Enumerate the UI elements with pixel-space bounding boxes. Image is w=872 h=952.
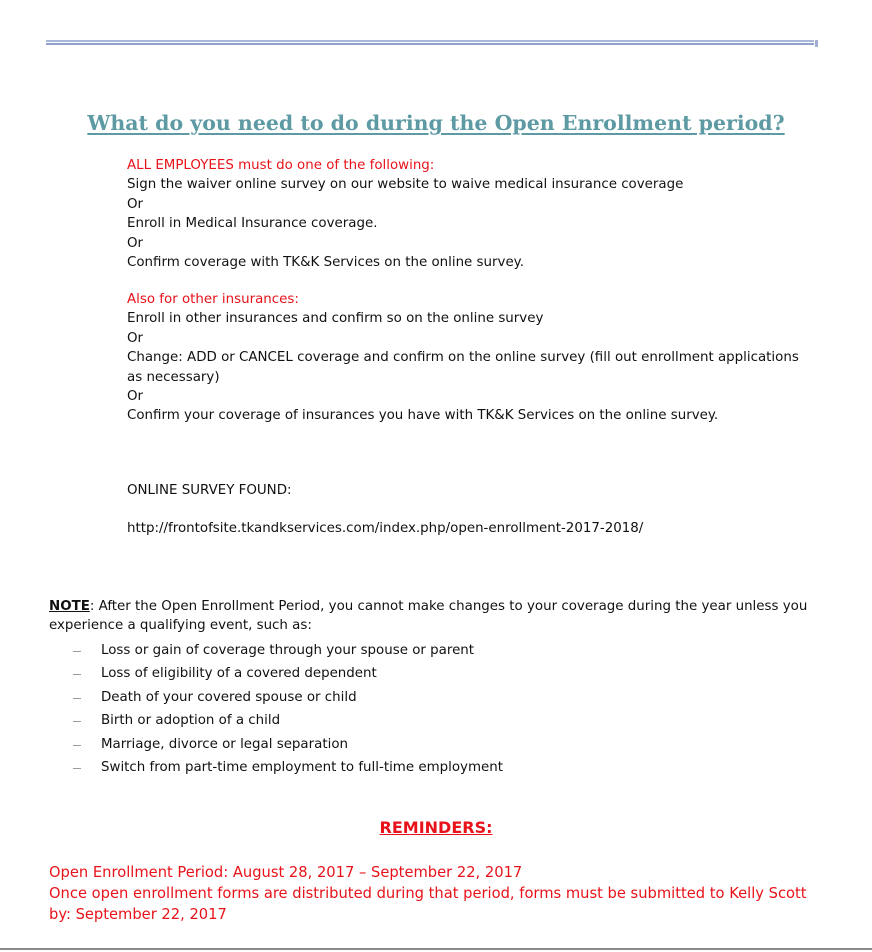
dash-bullet-icon [73, 721, 81, 722]
all-employees-section [127, 156, 807, 272]
page-title: What do you need to do during the Open Enrollment period? [87, 111, 785, 135]
reminder-submission-deadline: Once open enrollment forms are distributed during that period, forms must be submitted to Kelly Scott by: September 22, 2017 [49, 885, 807, 923]
note-label: NOTE [49, 599, 90, 614]
or-separator: Or [127, 235, 144, 251]
or-separator: Or [127, 388, 144, 404]
note-paragraph [49, 597, 809, 636]
dash-bullet-icon [73, 768, 81, 769]
survey-link[interactable]: http://frontofsite.tkandkservices.com/index.php/open-enrollment-2017-2018/ [127, 521, 644, 536]
or-separator: Or [127, 330, 144, 346]
dash-bullet-icon [73, 745, 81, 746]
dash-bullet-icon [73, 674, 81, 675]
footer-rule [0, 948, 872, 950]
option-change-coverage: Change: ADD or CANCEL coverage and confirm on the online survey (fill out enrollment applications as necessary) [127, 350, 799, 385]
or-separator: Or [127, 196, 144, 212]
reminders-title: REMINDERS: [379, 818, 493, 837]
header-rule-line-1 [46, 40, 814, 42]
dash-bullet-icon [73, 651, 81, 652]
option-waiver: Sign the waiver online survey on our website to waive medical insurance coverage [127, 177, 684, 193]
option-enroll-other: Enroll in other insurances and confirm so on the online survey [127, 311, 544, 327]
dash-bullet-icon [73, 698, 81, 699]
reminders-section [49, 862, 819, 925]
all-employees-heading: ALL EMPLOYEES must do one of the following: [127, 158, 435, 173]
survey-label: ONLINE SURVEY FOUND: [127, 483, 292, 498]
reminder-enrollment-period: Open Enrollment Period: August 28, 2017 – September 22, 2017 [49, 864, 523, 881]
header-rule-line-2 [46, 43, 814, 45]
option-enroll-medical: Enroll in Medical Insurance coverage. [127, 216, 378, 232]
header-rule-cap [815, 40, 818, 47]
note-text: : After the Open Enrollment Period, you cannot make changes to your coverage during the year unless you experience a qualifying event, such as: [49, 599, 808, 634]
option-confirm-insurances: Confirm your coverage of insurances you have with TK&K Services on the online survey. [127, 408, 719, 424]
other-insurances-section [127, 290, 807, 426]
option-confirm-coverage: Confirm coverage with TK&K Services on the online survey. [127, 254, 524, 270]
header-rule [46, 40, 814, 46]
other-insurances-heading: Also for other insurances: [127, 292, 299, 307]
